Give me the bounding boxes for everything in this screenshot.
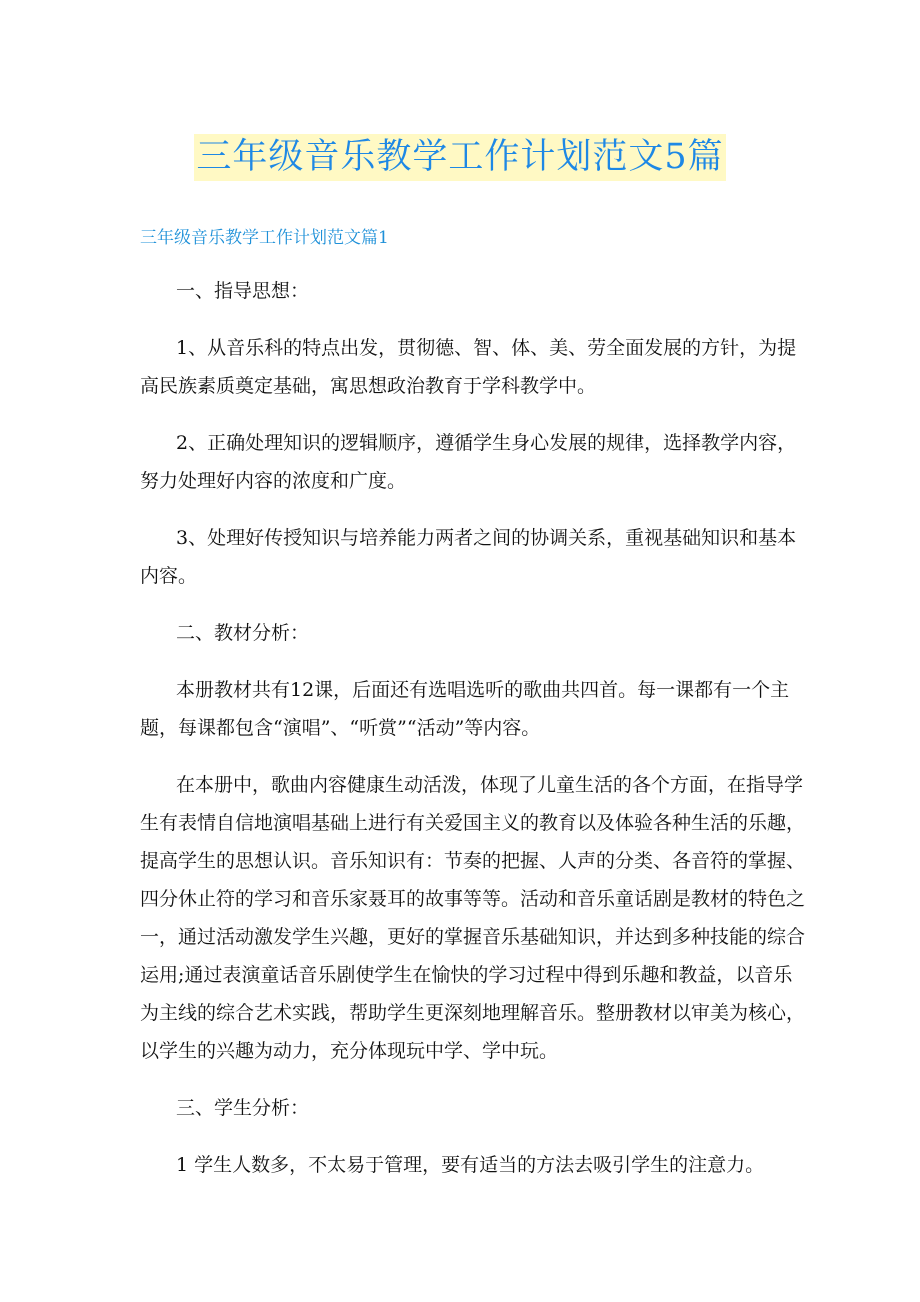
paragraph [140,1089,785,1127]
paragraph [140,329,797,405]
document-title-container [0,134,920,181]
paragraph [140,671,790,747]
paragraph-line: 提高学生的思想认识。音乐知识有：节奏的把握、人声的分类、各音符的掌握、 [140,850,806,872]
paragraph-line: 题，每课都包含“演唱”、“听赏”“活动”等内容。 [140,717,541,739]
paragraph-line: 1 学生人数多，不太易于管理，要有适当的方法去吸引学生的注意力。 [176,1154,765,1176]
document-title: 三年级音乐教学工作计划范文5篇 [194,134,725,181]
paragraph-line: 在本册中，歌曲内容健康生动活泼，体现了儿童生活的各个方面，在指导学 [176,774,804,796]
paragraph-line: 内容。 [140,565,198,587]
paragraph-line: 1、从音乐科的特点出发，贯彻德、智、体、美、劳全面发展的方针，为提 [176,337,797,359]
paragraph-line: 高民族素质奠定基础，寓思想政治教育于学科教学中。 [140,375,597,397]
paragraph-line: 2、正确处理知识的逻辑顺序，遵循学生身心发展的规律，选择教学内容， [176,432,797,454]
paragraph-line: 二、教材分析： [176,622,310,644]
paragraph-line: 以学生的兴趣为动力，充分体现玩中学、学中玩。 [140,1040,559,1062]
paragraph-line: 运用;通过表演童话音乐剧使学生在愉快的学习过程中得到乐趣和教益，以音乐 [140,964,793,986]
paragraph-line: 努力处理好内容的浓度和广度。 [140,470,407,492]
paragraph [140,614,785,652]
paragraph [140,272,785,310]
paragraph-line: 3、处理好传授知识与培养能力两者之间的协调关系，重视基础知识和基本 [176,527,797,549]
paragraph-line: 三、学生分析： [176,1097,310,1119]
document-body [140,272,806,1203]
paragraph-line: 为主线的综合艺术实践，帮助学生更深刻地理解音乐。整册教材以审美为核心， [140,1002,806,1024]
paragraph [140,1146,785,1184]
paragraph-line: 四分休止符的学习和音乐家聂耳的故事等等。活动和音乐童话剧是教材的特色之 [140,888,806,910]
paragraph-line: 生有表情自信地演唱基础上进行有关爱国主义的教育以及体验各种生活的乐趣， [140,812,806,834]
paragraph-line: 一、指导思想： [176,280,310,302]
section-heading: 三年级音乐教学工作计划范文篇1 [140,228,389,248]
paragraph [140,766,806,1070]
paragraph-line: 本册教材共有12课，后面还有选唱选听的歌曲共四首。每一课都有一个主 [176,679,790,701]
paragraph [140,519,797,595]
paragraph-line: 一，通过活动激发学生兴趣，更好的掌握音乐基础知识，并达到多种技能的综合 [140,926,806,948]
paragraph [140,424,797,500]
